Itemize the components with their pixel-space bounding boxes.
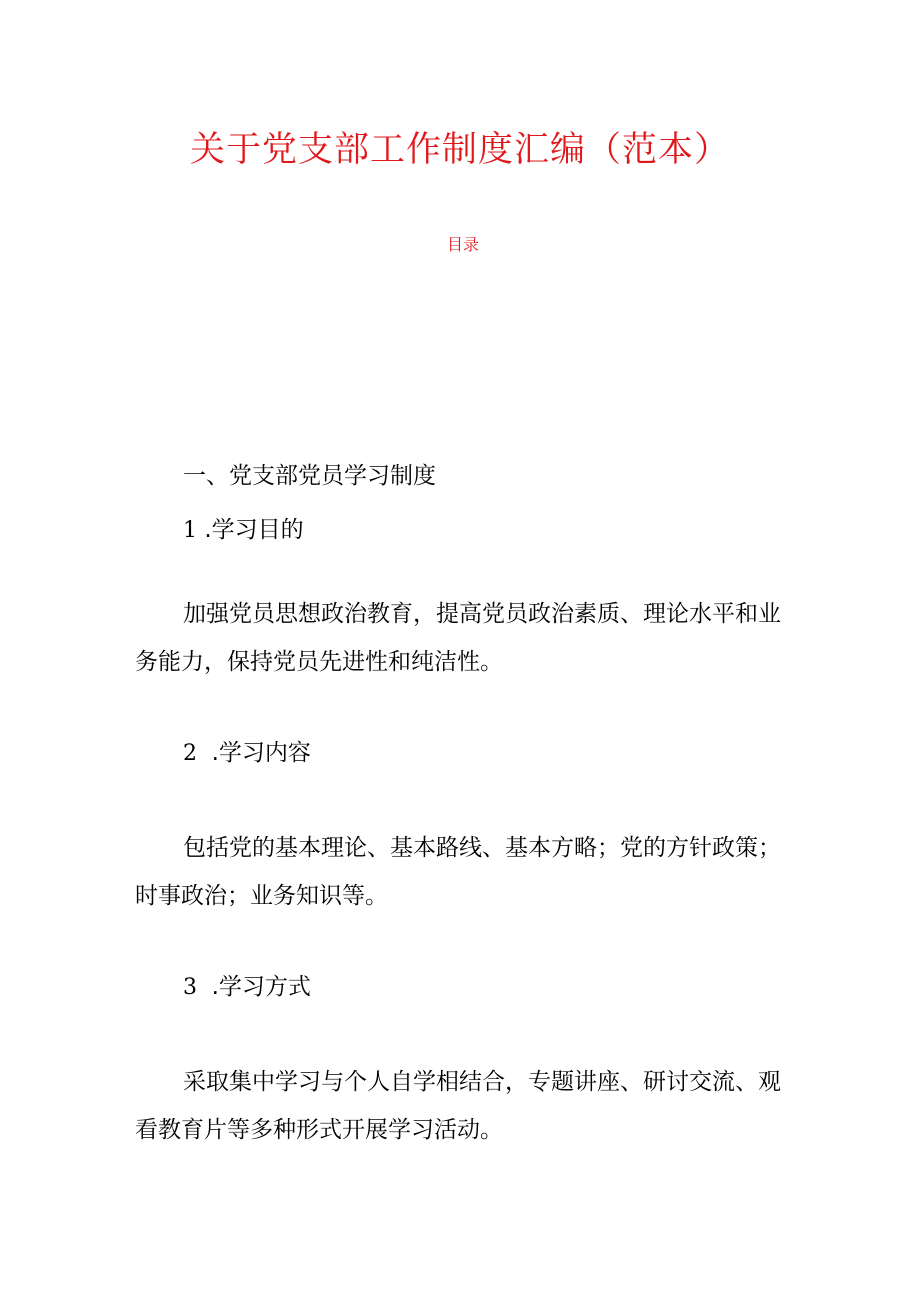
item-title: .学习目的 [204, 517, 304, 543]
item-heading-1 [183, 514, 304, 547]
section-heading: 一、党支部党员学习制度 [183, 463, 436, 489]
item-number: 3 [183, 975, 197, 1000]
paragraph-line: 时事政治；业务知识等。 [135, 883, 388, 909]
paragraph-line: 包括党的基本理论、基本路线、基本方略；党的方针政策； [183, 835, 781, 861]
paragraph-line: 务能力，保持党员先进性和纯洁性。 [135, 649, 503, 675]
item-number: 1 [183, 518, 197, 543]
item-title: .学习内容 [211, 740, 311, 766]
paragraph-line: 加强党员思想政治教育，提高党员政治素质、理论水平和业 [183, 601, 781, 627]
paragraph-line: 采取集中学习与个人自学相结合，专题讲座、研讨交流、观 [183, 1069, 781, 1095]
paragraph-line: 看教育片等多种形式开展学习活动。 [135, 1117, 503, 1143]
document-title: 关于党支部工作制度汇编（范本） [189, 130, 730, 170]
item-title: .学习方式 [211, 974, 311, 1000]
item-number: 2 [183, 741, 197, 766]
item-heading-2 [183, 737, 311, 770]
table-of-contents-label: 目录 [446, 235, 479, 254]
item-heading-3 [183, 971, 311, 1004]
